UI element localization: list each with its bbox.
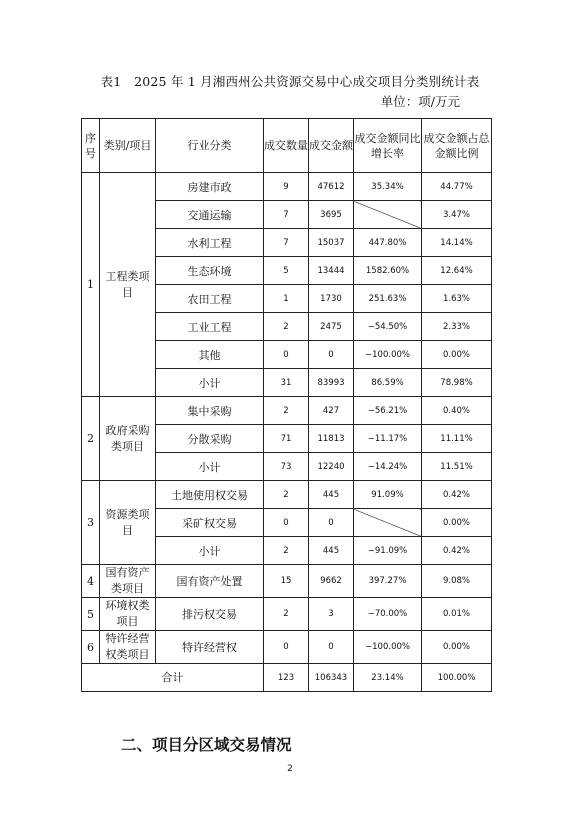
total-row [82, 664, 492, 692]
row-share: 0.42% [422, 481, 492, 509]
row-count: 15 [264, 565, 309, 598]
row-count: 7 [264, 229, 309, 257]
row-yoy: 251.63% [354, 285, 422, 313]
row-category: 资源类项目 [100, 481, 156, 565]
table-row [82, 631, 492, 664]
row-yoy: −100.00% [354, 341, 422, 369]
total-label: 合计 [82, 664, 264, 692]
total-count: 123 [264, 664, 309, 692]
row-seq: 5 [82, 598, 100, 631]
row-yoy: 1582.60% [354, 257, 422, 285]
row-industry: 其他 [156, 341, 264, 369]
row-count: 2 [264, 481, 309, 509]
page-number: 2 [287, 764, 293, 774]
row-amount: 9662 [309, 565, 354, 598]
header-seq: 序号 [82, 119, 100, 173]
row-share: 44.77% [422, 173, 492, 201]
row-amount: 12240 [309, 453, 354, 481]
row-share: 11.11% [422, 425, 492, 453]
row-share: 1.63% [422, 285, 492, 313]
row-count: 2 [264, 397, 309, 425]
row-count: 2 [264, 598, 309, 631]
table-caption: 表1 2025 年 1 月湘西州公共资源交易中心成交项目分类别统计表 [100, 74, 480, 89]
row-industry: 农田工程 [156, 285, 264, 313]
row-amount: 3695 [309, 201, 354, 229]
row-share: 0.01% [422, 598, 492, 631]
row-seq: 4 [82, 565, 100, 598]
header-amount: 成交金额 [309, 119, 354, 173]
row-seq: 1 [82, 173, 100, 397]
row-industry: 交通运输 [156, 201, 264, 229]
unit-label: 单位：项/万元 [380, 94, 460, 109]
header-count: 成交数量 [264, 119, 309, 173]
row-share: 0.00% [422, 631, 492, 664]
row-count: 73 [264, 453, 309, 481]
row-amount: 0 [309, 509, 354, 537]
row-industry: 采矿权交易 [156, 509, 264, 537]
row-yoy: −70.00% [354, 598, 422, 631]
row-share: 14.14% [422, 229, 492, 257]
row-amount: 3 [309, 598, 354, 631]
total-yoy: 23.14% [354, 664, 422, 692]
row-yoy: −54.50% [354, 313, 422, 341]
row-industry: 小计 [156, 537, 264, 565]
table-row [82, 481, 492, 509]
section-heading: 二、项目分区域交易情况 [121, 736, 292, 754]
row-industry: 房建市政 [156, 173, 264, 201]
table-row [82, 173, 492, 201]
row-industry: 土地使用权交易 [156, 481, 264, 509]
row-category: 特许经营权类项目 [100, 631, 156, 664]
row-share: 2.33% [422, 313, 492, 341]
header-category: 类别/项目 [100, 119, 156, 173]
row-count: 71 [264, 425, 309, 453]
row-amount: 2475 [309, 313, 354, 341]
row-yoy: 397.27% [354, 565, 422, 598]
row-amount: 445 [309, 481, 354, 509]
row-count: 2 [264, 537, 309, 565]
row-yoy: −100.00% [354, 631, 422, 664]
total-amount: 106343 [309, 664, 354, 692]
row-yoy: −14.24% [354, 453, 422, 481]
row-industry: 国有资产处置 [156, 565, 264, 598]
header-row [82, 119, 492, 173]
row-count: 0 [264, 509, 309, 537]
row-share: 0.42% [422, 537, 492, 565]
row-industry: 生态环境 [156, 257, 264, 285]
row-industry: 工业工程 [156, 313, 264, 341]
row-amount: 47612 [309, 173, 354, 201]
row-share: 0.00% [422, 509, 492, 537]
row-amount: 427 [309, 397, 354, 425]
header-industry: 行业分类 [156, 119, 264, 173]
row-industry: 水利工程 [156, 229, 264, 257]
row-count: 9 [264, 173, 309, 201]
row-industry: 特许经营权 [156, 631, 264, 664]
row-category: 国有资产类项目 [100, 565, 156, 598]
row-count: 2 [264, 313, 309, 341]
row-seq: 2 [82, 397, 100, 481]
row-share: 3.47% [422, 201, 492, 229]
table-row [82, 598, 492, 631]
row-category: 政府采购类项目 [100, 397, 156, 481]
row-industry: 集中采购 [156, 397, 264, 425]
row-seq: 6 [82, 631, 100, 664]
row-category: 环境权类项目 [100, 598, 156, 631]
row-count: 0 [264, 341, 309, 369]
table-row [82, 565, 492, 598]
row-seq: 3 [82, 481, 100, 565]
row-count: 31 [264, 369, 309, 397]
row-industry: 小计 [156, 453, 264, 481]
header-share: 成交金额占总金额比例 [422, 119, 492, 173]
row-yoy: 91.09% [354, 481, 422, 509]
row-industry: 小计 [156, 369, 264, 397]
row-yoy: 86.59% [354, 369, 422, 397]
row-yoy: −11.17% [354, 425, 422, 453]
row-yoy-empty [354, 509, 422, 537]
header-yoy: 成交金额同比增长率 [354, 119, 422, 173]
row-amount: 13444 [309, 257, 354, 285]
row-amount: 15037 [309, 229, 354, 257]
row-amount: 83993 [309, 369, 354, 397]
row-share: 9.08% [422, 565, 492, 598]
row-count: 0 [264, 631, 309, 664]
row-yoy: −56.21% [354, 397, 422, 425]
row-industry: 排污权交易 [156, 598, 264, 631]
row-industry: 分散采购 [156, 425, 264, 453]
row-yoy-empty [354, 201, 422, 229]
table-body [82, 173, 492, 692]
table-row [82, 397, 492, 425]
row-share: 12.64% [422, 257, 492, 285]
row-count: 7 [264, 201, 309, 229]
row-count: 1 [264, 285, 309, 313]
row-amount: 11813 [309, 425, 354, 453]
row-amount: 0 [309, 341, 354, 369]
row-amount: 0 [309, 631, 354, 664]
row-amount: 445 [309, 537, 354, 565]
row-yoy: 447.80% [354, 229, 422, 257]
row-yoy: −91.09% [354, 537, 422, 565]
row-category: 工程类项目 [100, 173, 156, 397]
row-share: 0.00% [422, 341, 492, 369]
statistics-table [81, 118, 492, 692]
row-count: 5 [264, 257, 309, 285]
row-share: 11.51% [422, 453, 492, 481]
row-yoy: 35.34% [354, 173, 422, 201]
row-amount: 1730 [309, 285, 354, 313]
total-share: 100.00% [422, 664, 492, 692]
row-share: 0.40% [422, 397, 492, 425]
row-share: 78.98% [422, 369, 492, 397]
